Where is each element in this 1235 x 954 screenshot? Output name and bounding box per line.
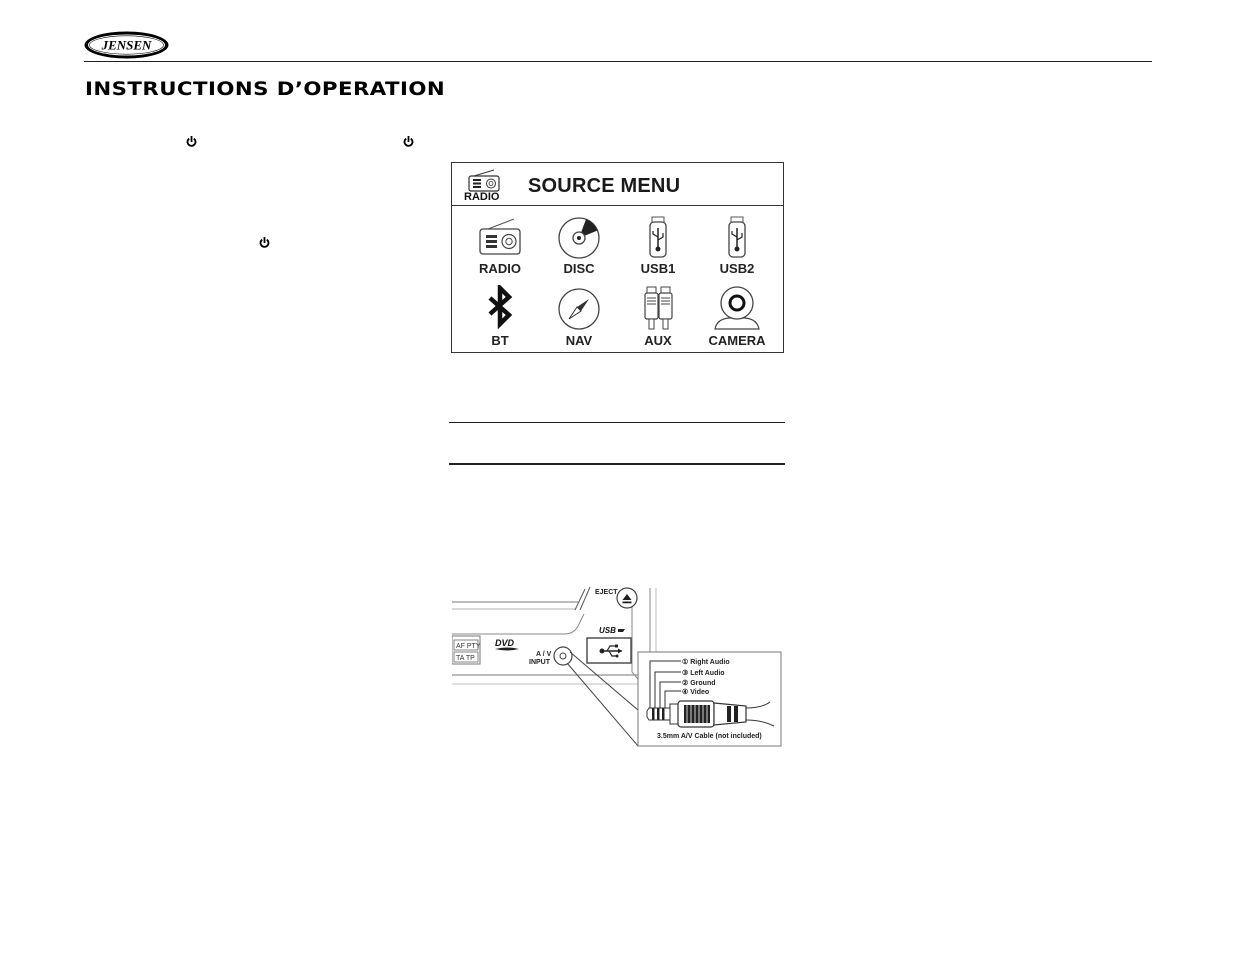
source-item-usb2[interactable] (697, 215, 777, 276)
legend-ground: ② Ground (682, 680, 716, 687)
radio-icon (466, 168, 502, 192)
source-item-camera[interactable] (697, 285, 777, 348)
legend-video: ④ Video (682, 689, 710, 696)
source-item-radio[interactable] (460, 215, 540, 276)
source-item-bt[interactable] (460, 285, 540, 348)
source-item-label: USB2 (719, 261, 755, 276)
power-icon (403, 135, 414, 148)
source-menu-panel (451, 162, 784, 353)
legend-left-audio: ③ Left Audio (682, 670, 725, 677)
table-bottom-rule (449, 463, 785, 465)
source-item-aux[interactable] (618, 285, 698, 348)
av-input-label-line1: A / V (536, 651, 552, 658)
source-menu-title: SOURCE MENU (528, 175, 681, 197)
usb-icon (634, 215, 682, 259)
av-input-illustration (452, 584, 784, 748)
eject-label: EJECT (595, 589, 618, 596)
usb-icon (713, 215, 761, 259)
disc-icon (555, 215, 603, 259)
source-item-disc[interactable] (539, 215, 619, 276)
source-menu-header (452, 163, 783, 206)
bluetooth-icon (476, 285, 524, 331)
af-pty-label: AF PTY (456, 643, 481, 650)
usb-logo: USB (599, 626, 616, 635)
av-input-jack[interactable] (554, 647, 572, 665)
power-icon (259, 236, 270, 249)
header-rule (84, 61, 1152, 62)
source-item-label: USB1 (640, 261, 676, 276)
brand-name: JENSEN (101, 37, 152, 53)
source-item-nav[interactable] (539, 285, 619, 348)
source-item-label: NAV (565, 333, 593, 348)
camera-icon (709, 285, 765, 331)
dvd-logo: DVD (495, 638, 515, 648)
source-item-label: CAMERA (708, 333, 766, 348)
table-top-rule (449, 422, 785, 423)
page-title: INSTRUCTIONS D’OPERATION (85, 78, 446, 100)
source-item-label: RADIO (479, 261, 521, 276)
radio-icon (476, 215, 524, 259)
power-icon (186, 135, 197, 148)
source-item-usb1[interactable] (618, 215, 698, 276)
aux-plug-icon (634, 285, 682, 331)
cable-caption: 3.5mm A/V Cable (not included) (657, 733, 762, 740)
legend-right-audio: ① Right Audio (682, 659, 730, 666)
jensen-logo (83, 30, 170, 60)
ta-tp-label: TA TP (456, 655, 475, 662)
source-item-label: BT (491, 333, 509, 348)
av-input-label-line2: INPUT (529, 659, 550, 666)
source-item-label: DISC (563, 261, 595, 276)
compass-icon (555, 285, 603, 331)
source-menu-radio-label: RADIO (464, 191, 500, 203)
cable-inset-box (638, 652, 781, 746)
source-item-label: AUX (644, 333, 672, 348)
